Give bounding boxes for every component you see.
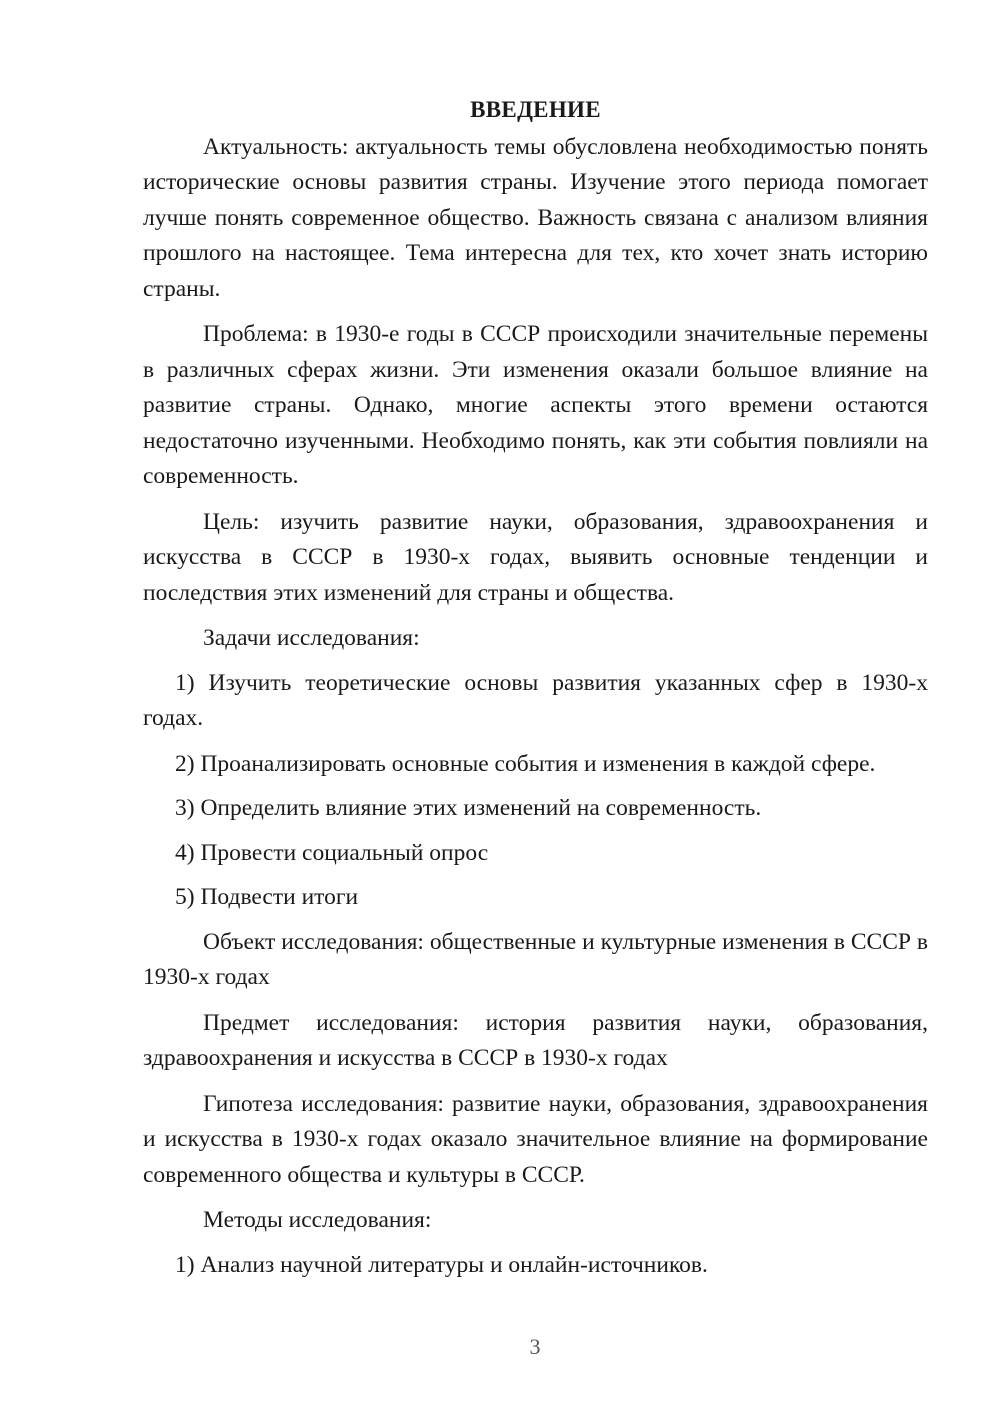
paragraph-problem: Проблема: в 1930-е годы в СССР происходили значительные перемены в различных сферах жизни. Эти изменения оказали большое влияние на развитие страны. Однако, многие аспекты этого времени остаются недостаточно изученными. Необходимо понять, как эти события повлияли на современность. — [143, 321, 928, 489]
document-body — [143, 92, 928, 1292]
paragraph-relevance: Актуальность: актуальность темы обусловлена необходимостью понять исторические основы развития страны. Изучение этого периода помогает лучше понять современное общество. Важность связана с анализом влияния прошлого на настоящее. Тема интересна для тех, кто хочет знать историю страны. — [143, 133, 928, 302]
task-item-3: 3) Определить влияние этих изменений на современность. — [175, 795, 762, 821]
method-item-1: 1) Анализ научной литературы и онлайн-источников. — [175, 1251, 708, 1278]
paragraph-subject: Предмет исследования: история развития науки, образования, здравоохранения и искусства в СССР в 1930-х годах — [143, 1009, 928, 1071]
paragraph-object: Объект исследования: общественные и культурные изменения в СССР в 1930-х годах — [143, 928, 928, 990]
paragraph-hypothesis: Гипотеза исследования: развитие науки, образования, здравоохранения и искусства в 1930-х годах оказало значительное влияние на формирование современного общества и культуры в СССР. — [143, 1090, 928, 1188]
task-item-1: 1) Изучить теоретические основы развития указанных сфер в 1930-х годах. — [143, 669, 928, 731]
task-item-4: 4) Провести социальный опрос — [175, 839, 489, 866]
task-item-2: 2) Проанализировать основные события и изменения в каждой сфере. — [175, 750, 876, 777]
task-item-5: 5) Подвести итоги — [175, 884, 359, 910]
tasks-title: Задачи исследования: — [203, 625, 420, 651]
page-number: 3 — [529, 1334, 541, 1359]
methods-title: Методы исследования: — [203, 1207, 432, 1233]
section-heading: ВВЕДЕНИЕ — [470, 97, 601, 122]
paragraph-goal: Цель: изучить развитие науки, образования, здравоохранения и искусства в СССР в 1930-х годах, выявить основные тенденции и последствия этих изменений для страны и общества. — [143, 508, 928, 606]
